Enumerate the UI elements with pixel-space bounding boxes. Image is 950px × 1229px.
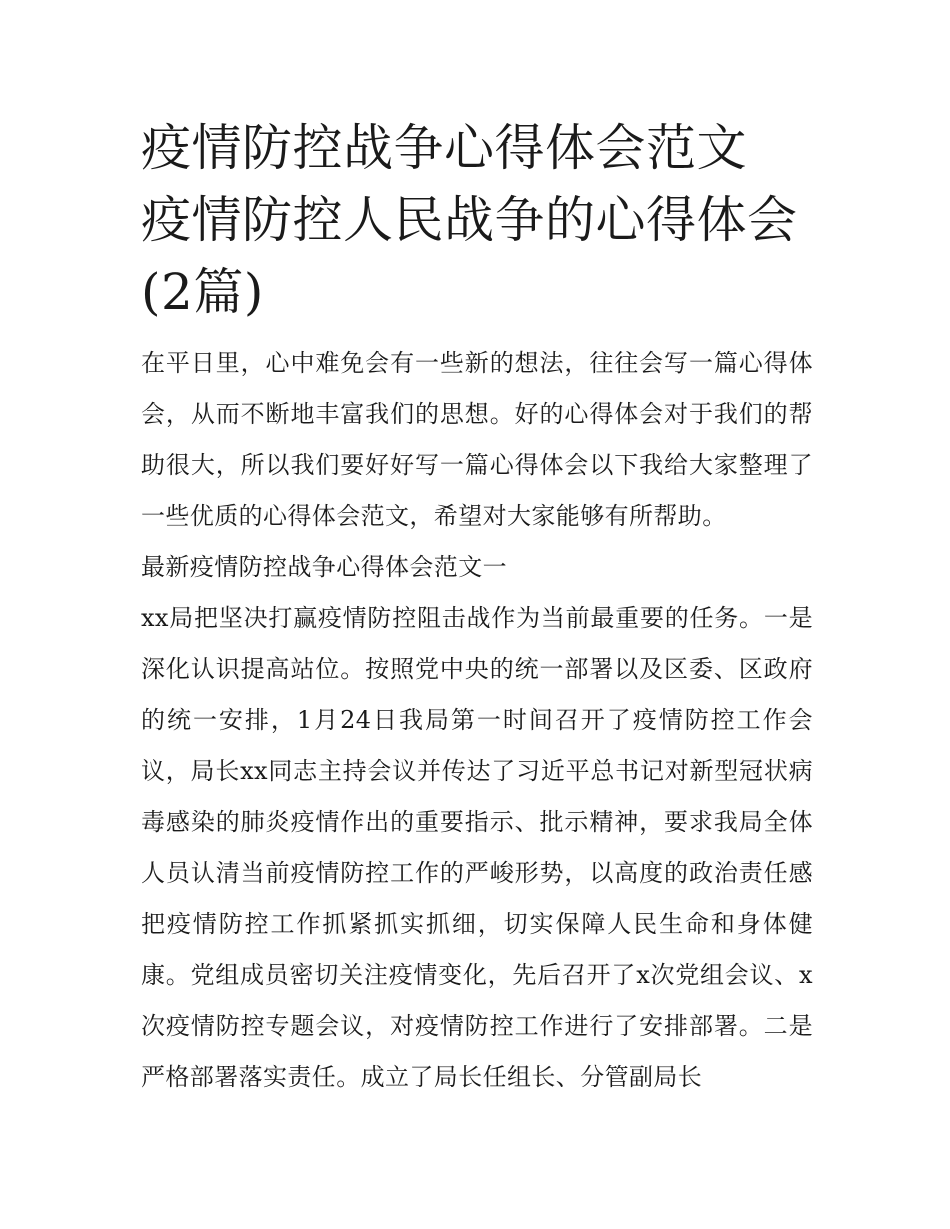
section-paragraph: xx局把坚决打赢疫情防控阻击战作为当前最重要的任务。一是深化认识提高站位。按照党中央的统一部署以及区委、区政府的统一安排，1月24日我局第一时间召开了疫情防控工作会议，局长xx同志主持会议并传达了习近平总书记对新型冠状病毒感染的肺炎疫情作出的重要指示、批示精神，要求我局全体人员认清当前疫情防控工作的严峻形势，以高度的政治责任感把疫情防控工作抓紧抓实抓细，切实保障人民生命和身体健康。党组成员密切关注疫情变化，先后召开了x次党组会议、x次疫情防控专题会议，对疫情防控工作进行了安排部署。二是严格部署落实责任。成立了局长任组长、分管副局长 — [141, 604, 813, 1091]
document-title: 疫情防控战争心得体会范文 疫情防控人民战争的心得体会(2篇) — [141, 119, 798, 321]
intro-paragraph: 在平日里，心中难免会有一些新的想法，往往会写一篇心得体会，从而不断地丰富我们的思想。好的心得体会对于我们的帮助很大，所以我们要好好写一篇心得体会以下我给大家整理了一些优质的心得体会范文，希望对大家能够有所帮助。 — [141, 349, 813, 530]
section-heading: 最新疫情防控战争心得体会范文一 — [141, 553, 507, 581]
document-content — [141, 112, 813, 1103]
document-body — [141, 338, 813, 1103]
